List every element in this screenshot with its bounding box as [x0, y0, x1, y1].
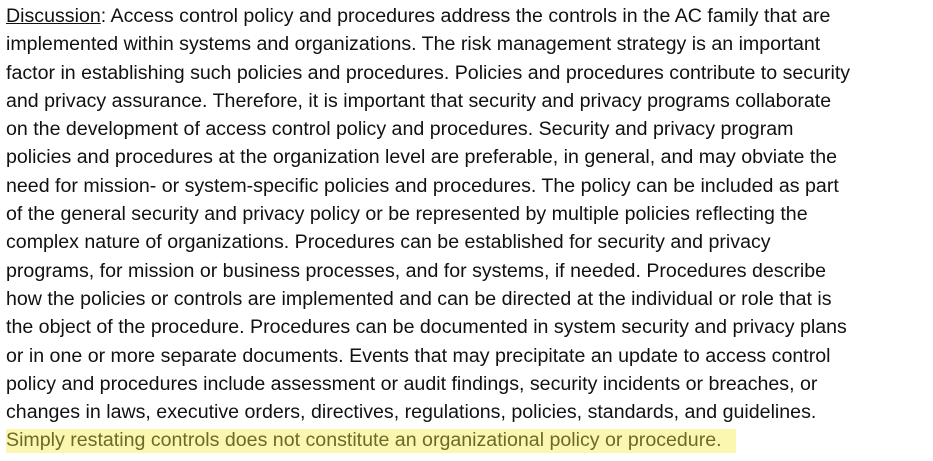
- paragraph-line: and privacy assurance. Therefore, it is important that security and privacy programs collaborate: [6, 89, 832, 112]
- paragraph-line: on the development of access control policy and procedures. Security and privacy program: [6, 118, 794, 141]
- discussion-paragraph: [6, 2, 930, 455]
- highlighted-line: [6, 426, 930, 454]
- paragraph-line: need for mission- or system-specific policies and procedures. The policy can be included as part: [6, 174, 839, 197]
- paragraph-line: [6, 2, 930, 30]
- paragraph-line: policies and procedures at the organization level are preferable, in general, and may obviate the: [6, 146, 838, 169]
- paragraph-line: programs, for mission or business processes, and for systems, if needed. Procedures describe: [6, 259, 827, 282]
- paragraph-line-text: : Access control policy and procedures address the controls in the AC family that are: [100, 5, 831, 27]
- paragraph-line: the object of the procedure. Procedures can be documented in system security and privacy plans: [6, 316, 847, 339]
- paragraph-line: how the policies or controls are implemented and can be directed at the individual or role that is: [6, 287, 832, 310]
- paragraph-line: of the general security and privacy policy or be represented by multiple policies reflecting the: [6, 203, 808, 226]
- paragraph-line: factor in establishing such policies and procedures. Policies and procedures contribute to security: [6, 61, 851, 84]
- paragraph-line: policy and procedures include assessment or audit findings, security incidents or breaches, or: [6, 372, 818, 395]
- highlighted-sentence: Simply restating controls does not constitute an organizational policy or procedure.: [6, 429, 736, 453]
- paragraph-line: complex nature of organizations. Procedures can be established for security and privacy: [6, 231, 771, 254]
- discussion-heading: Discussion: [6, 5, 101, 27]
- paragraph-line: implemented within systems and organizations. The risk management strategy is an important: [6, 33, 821, 56]
- paragraph-line: changes in laws, executive orders, directives, regulations, policies, standards, and guidelines.: [6, 401, 817, 424]
- paragraph-line: or in one or more separate documents. Events that may precipitate an update to access control: [6, 344, 831, 367]
